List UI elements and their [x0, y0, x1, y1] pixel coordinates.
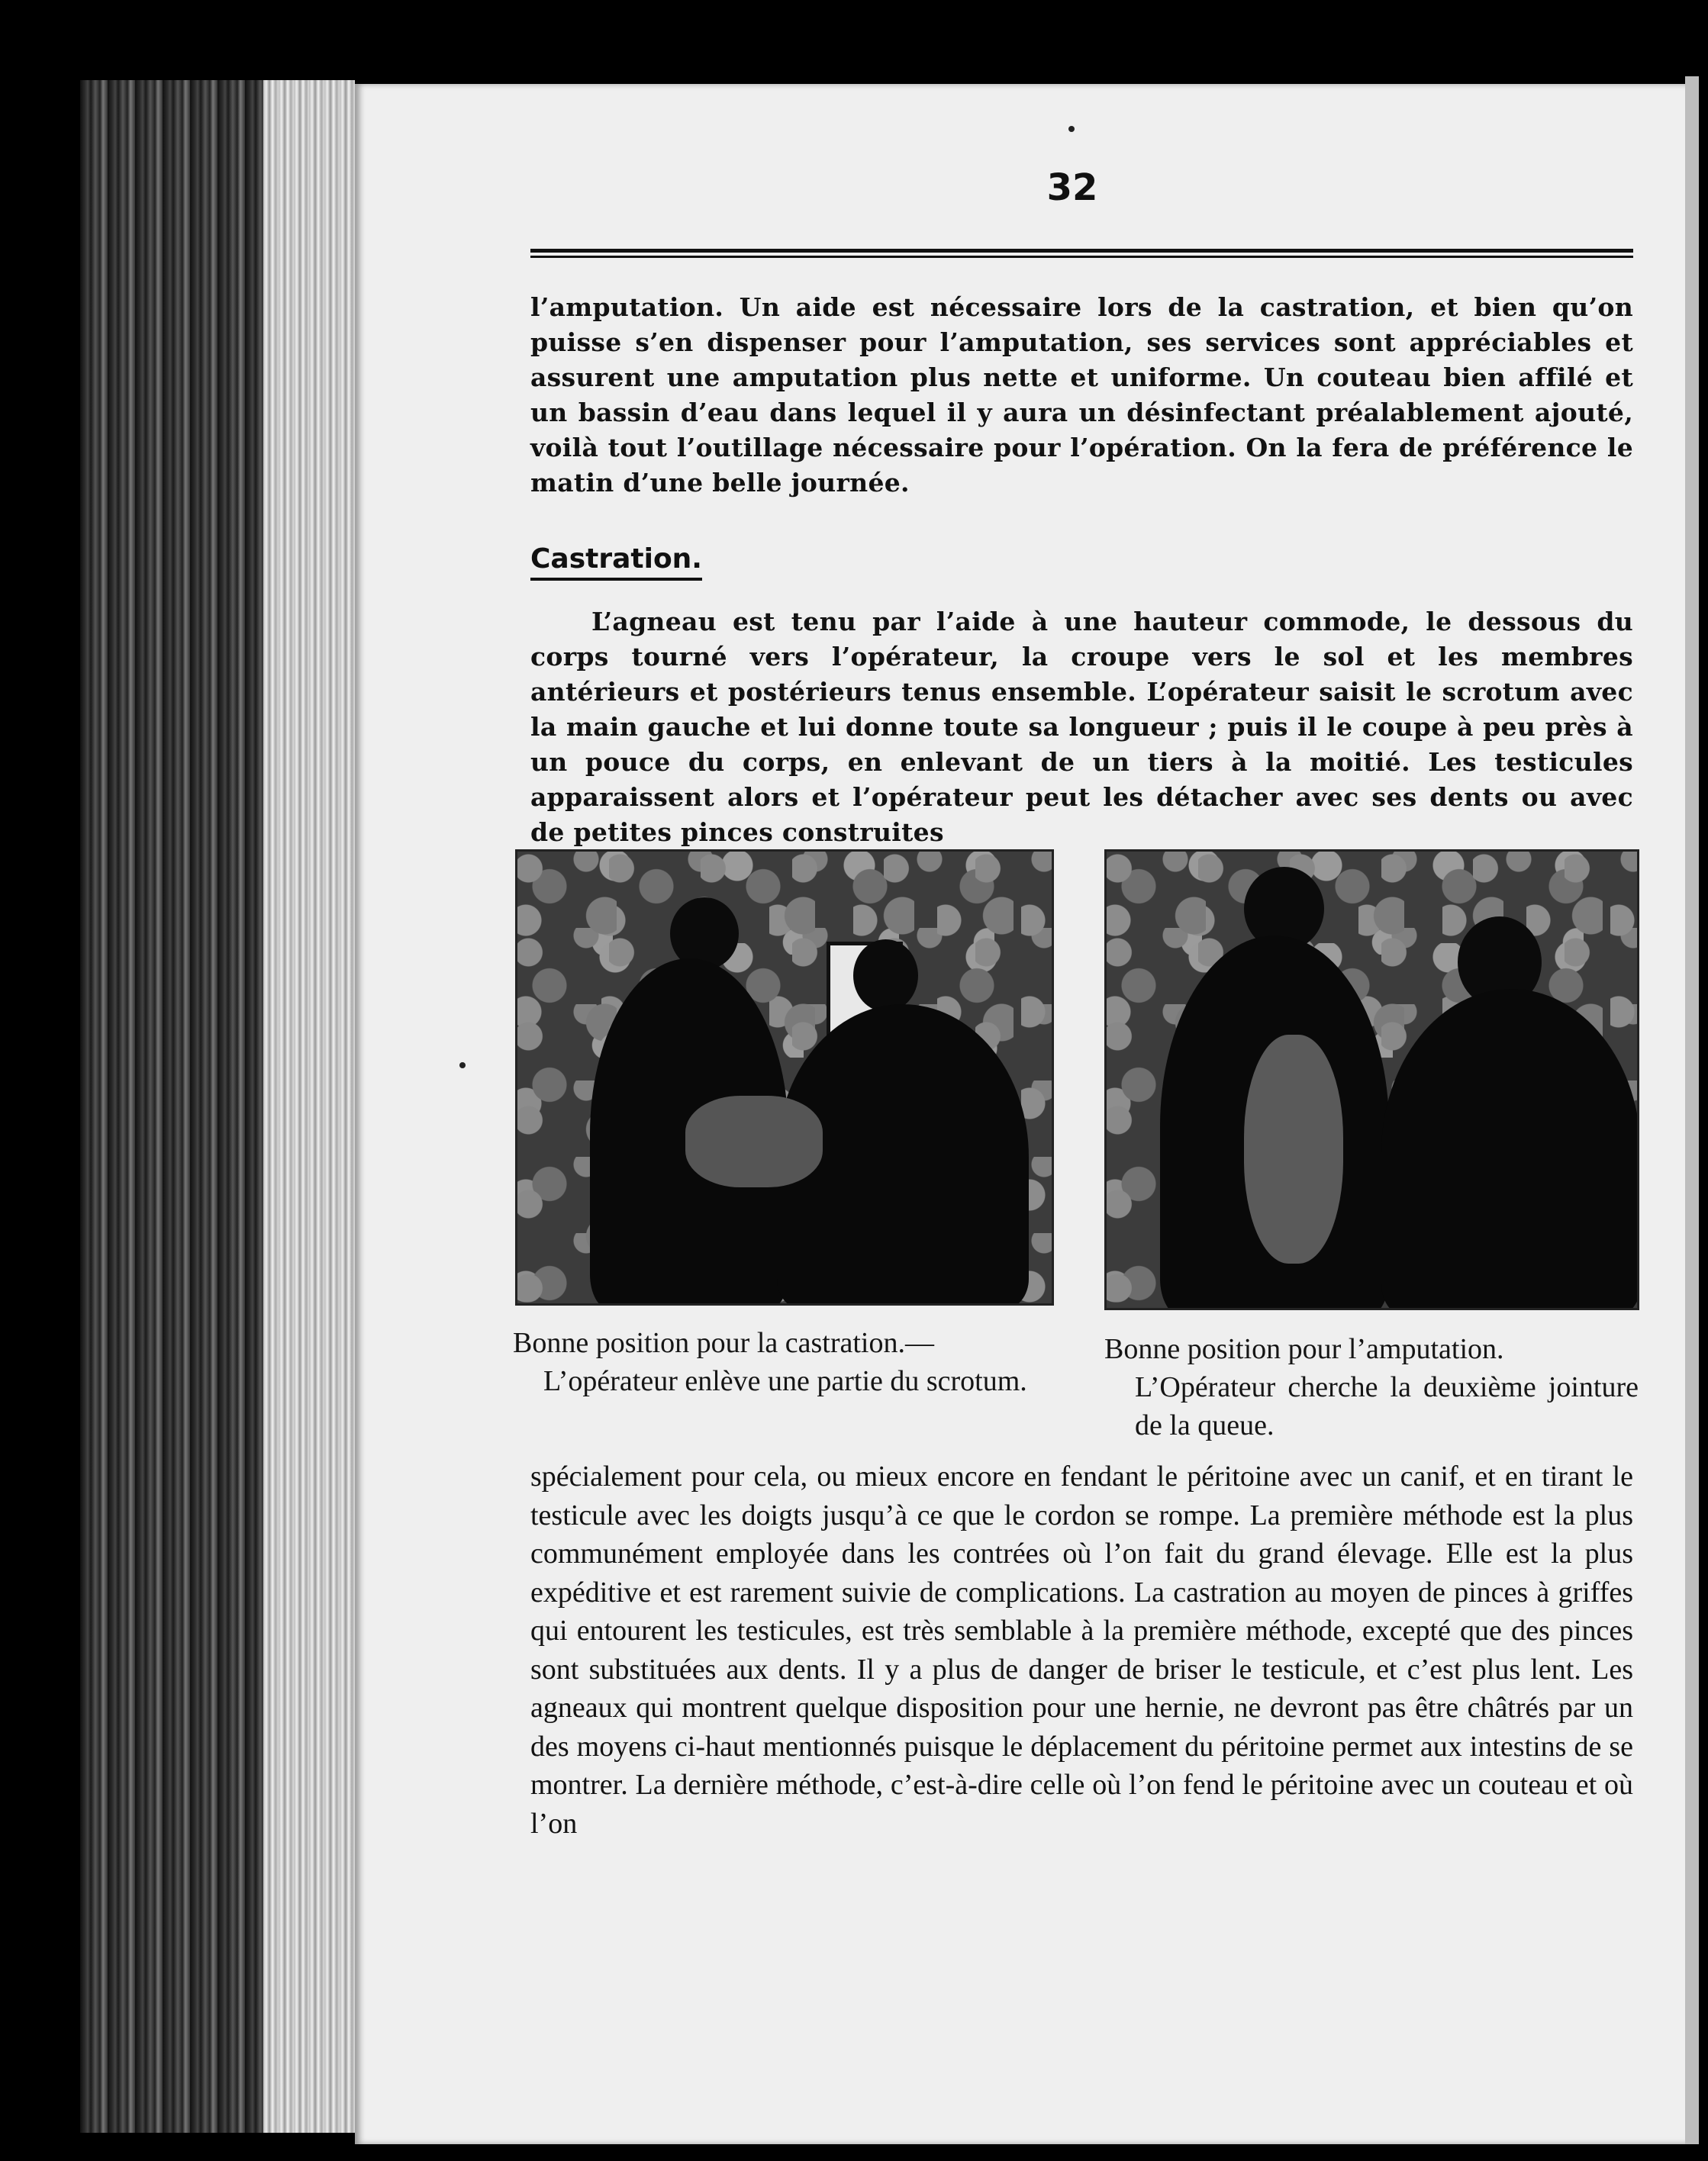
paragraph-intro: l’amputation. Un aide est nécessaire lors de la castration, et bien qu’on puisse s’en dispenser pour l’amputation, ses services sont appréciables et assurent une amputation plus nette et uniforme. Un couteau bien affilé et un bassin d’eau dans lequel il y aura un désinfectant préalablement ajouté, voilà tout l’outillage nécessaire pour l’opération. On la fera de préférence le matin d’une belle journée. — [530, 292, 1633, 498]
page-number: 32 — [1046, 166, 1098, 209]
book-page-edges — [80, 80, 355, 2133]
page-stack-edge — [263, 80, 355, 2133]
caption-first-line: Bonne position pour la castration.— — [513, 1327, 934, 1359]
section-heading-castration: Castration. — [530, 543, 702, 581]
header-rule-thin — [530, 256, 1633, 258]
person-operator — [1381, 989, 1639, 1310]
caption-rest: L’Opérateur cherche la deuxième jointure de la queue. — [1135, 1371, 1639, 1441]
caption-amputation — [1104, 1330, 1639, 1444]
photo-castration — [515, 849, 1054, 1306]
caption-castration — [513, 1324, 1039, 1400]
lamb — [685, 1096, 823, 1187]
paragraph-castration: L’agneau est tenu par l’aide à une hauteur commode, le dessous du corps tourné vers l’opérateur, la croupe vers le sol et les membres antérieurs et postérieurs tenus ensemble. L’opérateur saisit le scrotum avec la main gauche et lui donne toute sa longueur ; puis il le coupe à peu près à un pouce du corps, en enlevant de un tiers à la moitié. Les testicules apparaissent alors et l’opérateur peut les détacher avec ses dents ou avec de petites pinces construites — [530, 607, 1633, 847]
scan-speck — [1068, 126, 1075, 132]
page-right-edge — [1685, 76, 1699, 2144]
header-rule — [530, 249, 1633, 253]
paragraph-continuation: spécialement pour cela, ou mieux encore en fendant le péritoine avec un canif, et en tirant le testicule avec les doigts jusqu’à ce que le cordon se rompe. La première méthode est la plus communément employée dans les contrées où l’on fait du grand élevage. Elle est la plus expéditive et est rarement suivie de complications. La castration au moyen de pinces à griffes qui entourent les testicules, est très semblable à la première méthode, excepté que des pinces sont substituées aux dents. Il y a plus de danger de briser le testicule, et c’est plus lent. Les agneaux qui montrent quelque disposition pour une hernie, ne devront pas être châtrés par un des moyens ci-haut mentionnés puisque le déplacement du péritoine permet aux intestins de se montrer. La dernière méthode, c’est-à-dire celle où l’on fend le péritoine avec un couteau et où l’on — [530, 1461, 1633, 1840]
caption-first-line: Bonne position pour l’amputation. — [1104, 1333, 1504, 1365]
caption-rest: L’opérateur enlève une partie du scrotum. — [543, 1365, 1027, 1397]
scan-speck — [459, 1062, 466, 1068]
photo-amputation — [1104, 849, 1639, 1310]
lamb — [1244, 1035, 1343, 1264]
person-head — [853, 939, 918, 1012]
